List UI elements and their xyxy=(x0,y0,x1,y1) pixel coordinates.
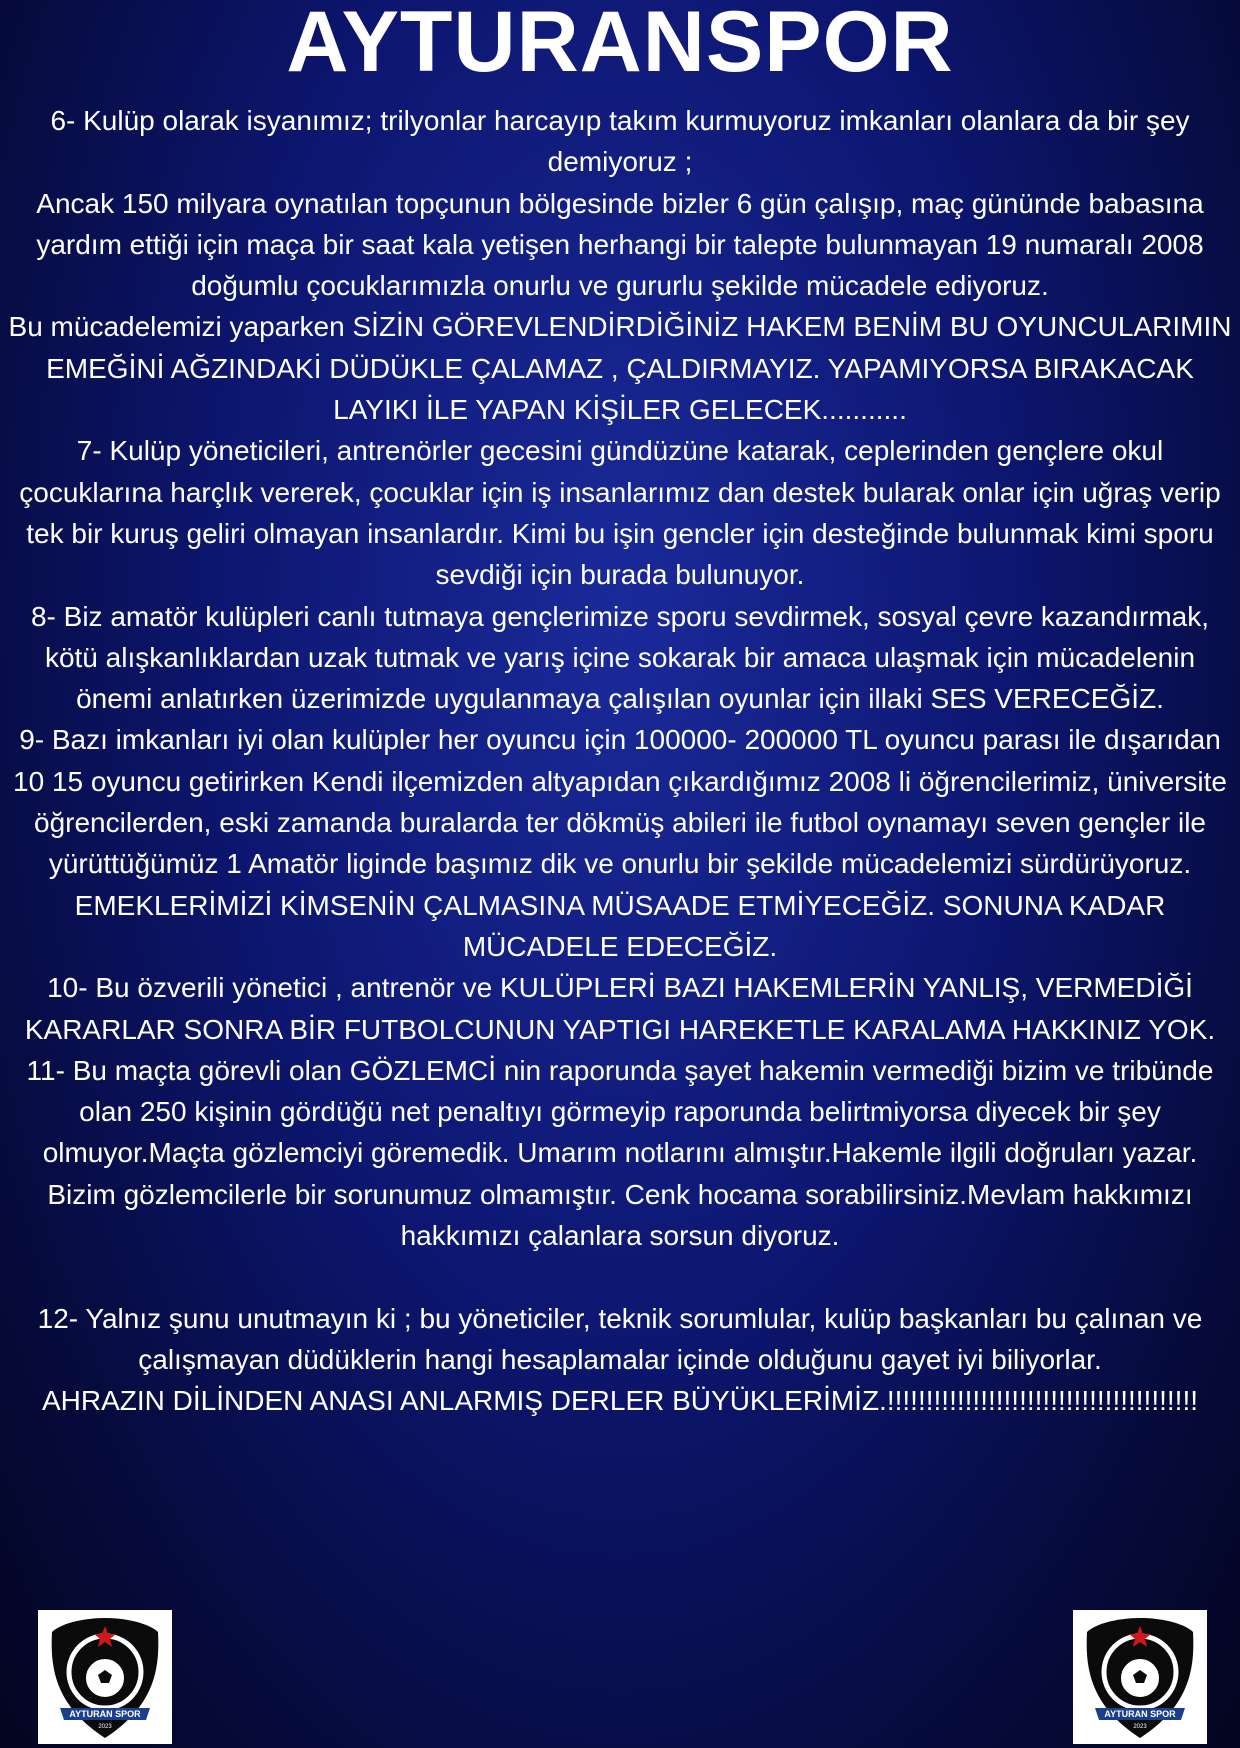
club-logo-right xyxy=(1073,1610,1207,1744)
paragraph-6-intro: 6- Kulüp olarak isyanımız; trilyonlar harcayıp takım kurmuyoruz imkanları olanlara da bir şey demiyoruz ; xyxy=(50,105,1190,178)
paragraph-8: 8- Biz amatör kulüpleri canlı tutmaya gençlerimize sporu sevdirmek, sosyal çevre kazandırmak, kötü alışkanlıklardan uzak tutmak ve yarış içine sokarak bir amaca ulaşmak için mücadelenin önemi anlatırken üzerimizde uygulanmaya çalışılan oyunlar için illaki SES VERECEĞİZ. xyxy=(30,600,1209,715)
club-logo-left xyxy=(38,1610,172,1744)
closing-line: AHRAZIN DİLİNDEN ANASI ANLARMIŞ DERLER BÜYÜKLERİMİZ.!!!!!!!!!!!!!!!!!!!!!!!!!!!!!!!!!!!!!!!! xyxy=(41,1385,1199,1417)
page-title: AYTURANSPOR xyxy=(286,0,954,90)
club-crest-icon xyxy=(38,1610,172,1744)
paragraph-6-referee: Bu mücadelemizi yaparken SİZİN GÖREVLENDİRDİĞİNİZ HAKEM BENİM BU OYUNCULARIMIN EMEĞİNİ AĞZINDAKİ DÜDÜKLE ÇALAMAZ , ÇALDIRMAYIZ. YAPAMIYORSA BIRAKACAK LAYIKI İLE YAPAN KİŞİLER GELECEK........... xyxy=(8,311,1232,426)
logo-year: 2023 xyxy=(98,1724,112,1730)
logo-name: AYTURAN SPOR xyxy=(1104,1709,1176,1719)
club-crest-icon xyxy=(1073,1610,1207,1744)
paragraph-10: 10- Bu özverili yönetici , antrenör ve KULÜPLERİ BAZI HAKEMLERİN YANLIŞ, VERMEDİĞİ KARARLAR SONRA BİR FUTBOLCUNUN YAPTIGI HAREKETLE KARALAMA HAKKINIZ YOK. xyxy=(24,972,1216,1045)
logo-year: 2023 xyxy=(1133,1724,1147,1730)
paragraph-11: 11- Bu maçta görevli olan GÖZLEMCİ nin raporunda şayet hakemin vermediği bizim ve tribünde olan 250 kişinin gördüğü net penaltıyı görmeyip raporunda belirtmiyorsa diyecek bir şey olmuyor.Maçta gözlemciyi göremedik. Umarım notlarını almıştır.Hakemle ilgili doğruları yazar. xyxy=(26,1054,1214,1169)
paragraph-12: 12- Yalnız şunu unutmayın ki ; bu yöneticiler, teknik sorumlular, kulüp başkanları bu çalınan ve çalışmayan düdüklerin hangi hesaplamalar içinde olduğunu gayet iyi biliyorlar. xyxy=(37,1302,1203,1375)
paragraph-6-detail: Ancak 150 milyara oynatılan topçunun bölgesinde bizler 6 gün çalışıp, maç gününde babasına yardım ettiği için maça bir saat kala yetişen herhangi bir talepte bulunmayan 19 numaralı 2008 doğumlu çocuklarımızla onurlu ve gururlu şekilde mücadele ediyoruz. xyxy=(36,187,1204,302)
spacer xyxy=(0,1256,1240,1297)
logo-name: AYTURAN SPOR xyxy=(69,1709,141,1719)
statement-text xyxy=(0,100,1240,1422)
paragraph-11-observers: Bizim gözlemcilerle bir sorunumuz olmamıştır. Cenk hocama sorabilirsiniz.Mevlam hakkımızı hakkımızı çalanlara sorsun diyoruz. xyxy=(47,1178,1193,1252)
paragraph-9: 9- Bazı imkanları iyi olan kulüpler her oyuncu için 100000- 200000 TL oyuncu parası ile dışarıdan 10 15 oyuncu getirirken Kendi ilçemizden altyapıdan çıkardığımız 2008 li öğrencilerimiz, üniversite öğrencilerden, eski zamanda buralarda ter dökmüş abileri ile futbol oynamayı seven gençler ile yürüttüğümüz 1 Amatör liginde başımız dik ve onurlu bir şekilde mücadelemizi sürdürüyoruz. EMEKLERİMİZİ KİMSENİN ÇALMASINA MÜSAADE ETMİYECEĞİZ. SONUNA KADAR MÜCADELE EDECEĞİZ. xyxy=(13,724,1227,962)
paragraph-7: 7- Kulüp yöneticileri, antrenörler gecesini gündüzüne katarak, ceplerinden gençlere okul çocuklarına harçlık vererek, çocuklar için iş insanlarımız dan destek bularak onlar için uğraş verip tek bir kuruş geliri olmayan insanlardır. Kimi bu işin gencler için desteğinde bulunmak kimi sporu sevdiği için burada bulunuyor. xyxy=(19,435,1221,591)
